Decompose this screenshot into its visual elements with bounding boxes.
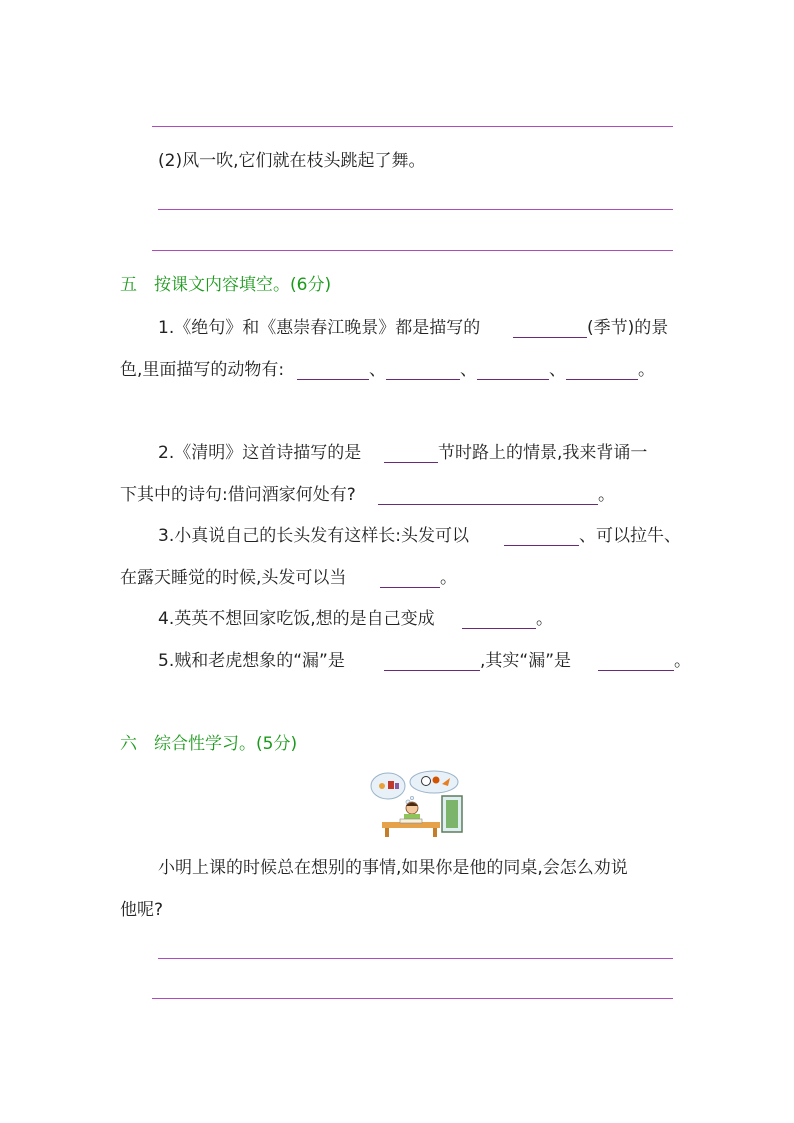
fill-blank[interactable] xyxy=(297,379,369,380)
fill-blank[interactable] xyxy=(504,545,579,546)
question-text: ,其实“漏”是 xyxy=(480,651,572,671)
fill-blank[interactable] xyxy=(462,628,536,629)
question-text: 1.《绝句》和《惠崇春江晚景》都是描写的 xyxy=(158,318,481,338)
fill-blank[interactable] xyxy=(513,337,587,338)
question-text: 在露天睡觉的时候,头发可以当 xyxy=(120,568,347,588)
section-heading: 六 综合性学习。(5分) xyxy=(120,734,298,754)
period: 。 xyxy=(638,360,655,380)
fill-blank[interactable] xyxy=(477,379,549,380)
fill-blank[interactable] xyxy=(386,379,460,380)
answer-line[interactable] xyxy=(158,209,673,210)
question-text: 小明上课的时候总在想别的事情,如果你是他的同桌,会怎么劝说 xyxy=(158,858,628,878)
question-text: 4.英英不想回家吃饭,想的是自己变成 xyxy=(158,609,435,629)
question-text: 他呢? xyxy=(120,900,164,920)
fill-blank[interactable] xyxy=(384,462,438,463)
fill-blank[interactable] xyxy=(566,379,638,380)
separator: 、 xyxy=(460,360,477,380)
question-text: 3.小真说自己的长头发有这样长:头发可以 xyxy=(158,526,469,546)
question-text: 色,里面描写的动物有: xyxy=(120,360,285,380)
period: 。 xyxy=(598,485,615,505)
question-text: 5.贼和老虎想象的“漏”是 xyxy=(158,651,345,671)
book xyxy=(400,819,422,823)
answer-line[interactable] xyxy=(152,998,673,999)
fill-blank[interactable] xyxy=(380,587,440,588)
question-text: (2)风一吹,它们就在枝头跳起了舞。 xyxy=(158,151,426,171)
fill-blank[interactable] xyxy=(598,670,674,671)
separator: 、 xyxy=(369,360,386,380)
question-text: (季节)的景 xyxy=(587,318,669,338)
question-text: 下其中的诗句:借问酒家何处有? xyxy=(120,485,356,505)
fill-blank[interactable] xyxy=(378,504,598,505)
period: 。 xyxy=(674,651,691,671)
question-text: 2.《清明》这首诗描写的是 xyxy=(158,443,362,463)
question-text: 节时路上的情景,我来背诵一 xyxy=(438,443,648,463)
answer-line[interactable] xyxy=(158,958,673,959)
period: 。 xyxy=(536,609,553,629)
section-heading: 五 按课文内容填空。(6分) xyxy=(120,275,332,295)
period: 。 xyxy=(440,568,457,588)
separator: 、 xyxy=(549,360,566,380)
question-text: 、可以拉牛、 xyxy=(579,526,681,546)
fill-blank[interactable] xyxy=(384,670,480,671)
boy-daydreaming-illustration xyxy=(368,770,464,838)
answer-line[interactable] xyxy=(152,126,673,127)
answer-line[interactable] xyxy=(152,250,673,251)
